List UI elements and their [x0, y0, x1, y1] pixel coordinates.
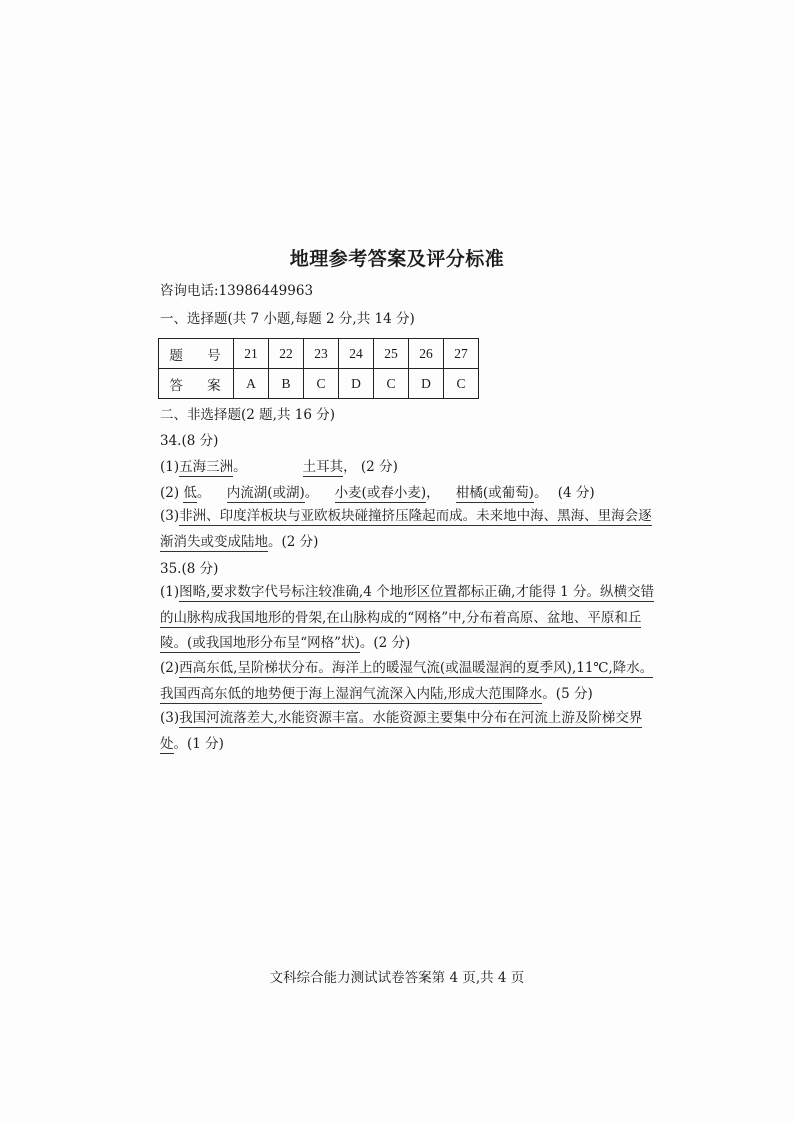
question-number: 22: [269, 339, 304, 369]
part-prefix: (3): [160, 508, 180, 524]
phone-line: 咨询电话:13986449963: [160, 283, 314, 299]
score-note: 。(1 分): [173, 735, 224, 752]
answer-table: [158, 338, 479, 399]
q34-part1: [160, 458, 398, 476]
score-note: 。(5 分): [542, 685, 593, 702]
answer-text: 柑橘(或葡萄): [455, 485, 534, 501]
answer-text: 小麦(或春小麦): [334, 485, 427, 501]
q34-part3: [160, 504, 665, 555]
answer-cell: C: [374, 369, 409, 399]
separator: 。: [233, 459, 247, 475]
row-label-answer: 答 案: [159, 369, 234, 399]
answer-cell: C: [304, 369, 339, 399]
q35-label: 35.(8 分): [160, 561, 219, 577]
row-label-number: 题 号: [159, 339, 234, 369]
answer-text: 西高东低,呈阶梯状分布。海洋上的暖湿气流(或温暖湿润的夏季风),11℃,降水。我国西高东低的地势便于海上湿润气流深入内陆,形成大范围降水: [160, 660, 654, 702]
section1-heading: 一、选择题(共 7 小题,每题 2 分,共 14 分): [160, 311, 415, 327]
score-note: (4 分): [557, 485, 595, 501]
part-prefix: (1): [160, 459, 180, 475]
q34-part2: (2) 低。 内流湖(或湖)。 小麦(或春小麦)， 柑橘(或葡萄)。 (4 分): [160, 485, 595, 501]
answer-text: 土耳其: [302, 459, 344, 475]
answer-text: 内流湖(或湖): [226, 485, 305, 501]
q35-part1: [160, 580, 665, 657]
question-number: 25: [374, 339, 409, 369]
page-title: 地理参考答案及评分标准: [289, 248, 505, 270]
section2-heading: 二、非选择题(2 题,共 16 分): [160, 407, 335, 423]
page-footer: 文科综合能力测试试卷答案第 4 页,共 4 页: [269, 970, 525, 986]
question-number: 23: [304, 339, 339, 369]
answer-text: 五海三洲: [179, 459, 234, 475]
answer-cell: D: [409, 369, 444, 399]
part-prefix: (2): [160, 485, 180, 501]
answer-text: 非洲、印度洋板块与亚欧板块碰撞挤压隆起而成。未来地中海、黑海、里海会逐渐消失或变成陆地: [160, 508, 652, 550]
answer-text: 我国河流落差大,水能资源丰富。水能资源主要集中分布在河流上游及阶梯交界处: [160, 710, 643, 752]
answer-text: 低: [183, 485, 197, 501]
answer-cell: A: [234, 369, 269, 399]
score-note: 。(2 分): [359, 635, 411, 651]
part-prefix: (3): [160, 710, 180, 726]
answer-cell: C: [444, 369, 479, 399]
question-number: 26: [409, 339, 444, 369]
question-number: 24: [339, 339, 374, 369]
score-note: 。(2 分): [268, 533, 319, 550]
question-number: 21: [234, 339, 269, 369]
q35-part3: [160, 706, 665, 757]
table-row-answers: [159, 369, 479, 399]
q34-label: 34.(8 分): [160, 433, 219, 449]
answer-cell: B: [269, 369, 304, 399]
answer-cell: D: [339, 369, 374, 399]
table-row-numbers: [159, 339, 479, 369]
score-note: ， (2 分): [343, 459, 398, 475]
part-prefix: (2): [160, 660, 180, 676]
q35-part2: [160, 656, 665, 707]
answer-text: 图略,要求数字代号标注较准确,4 个地形区位置都标正确,才能得 1 分。纵横交错的山脉构成我国地形的骨架,在山脉构成的“网格”中,分布着高原、盆地、平原和丘陵。(或我国地形分布呈“网格”状): [160, 584, 655, 651]
question-number: 27: [444, 339, 479, 369]
part-prefix: (1): [160, 584, 180, 600]
